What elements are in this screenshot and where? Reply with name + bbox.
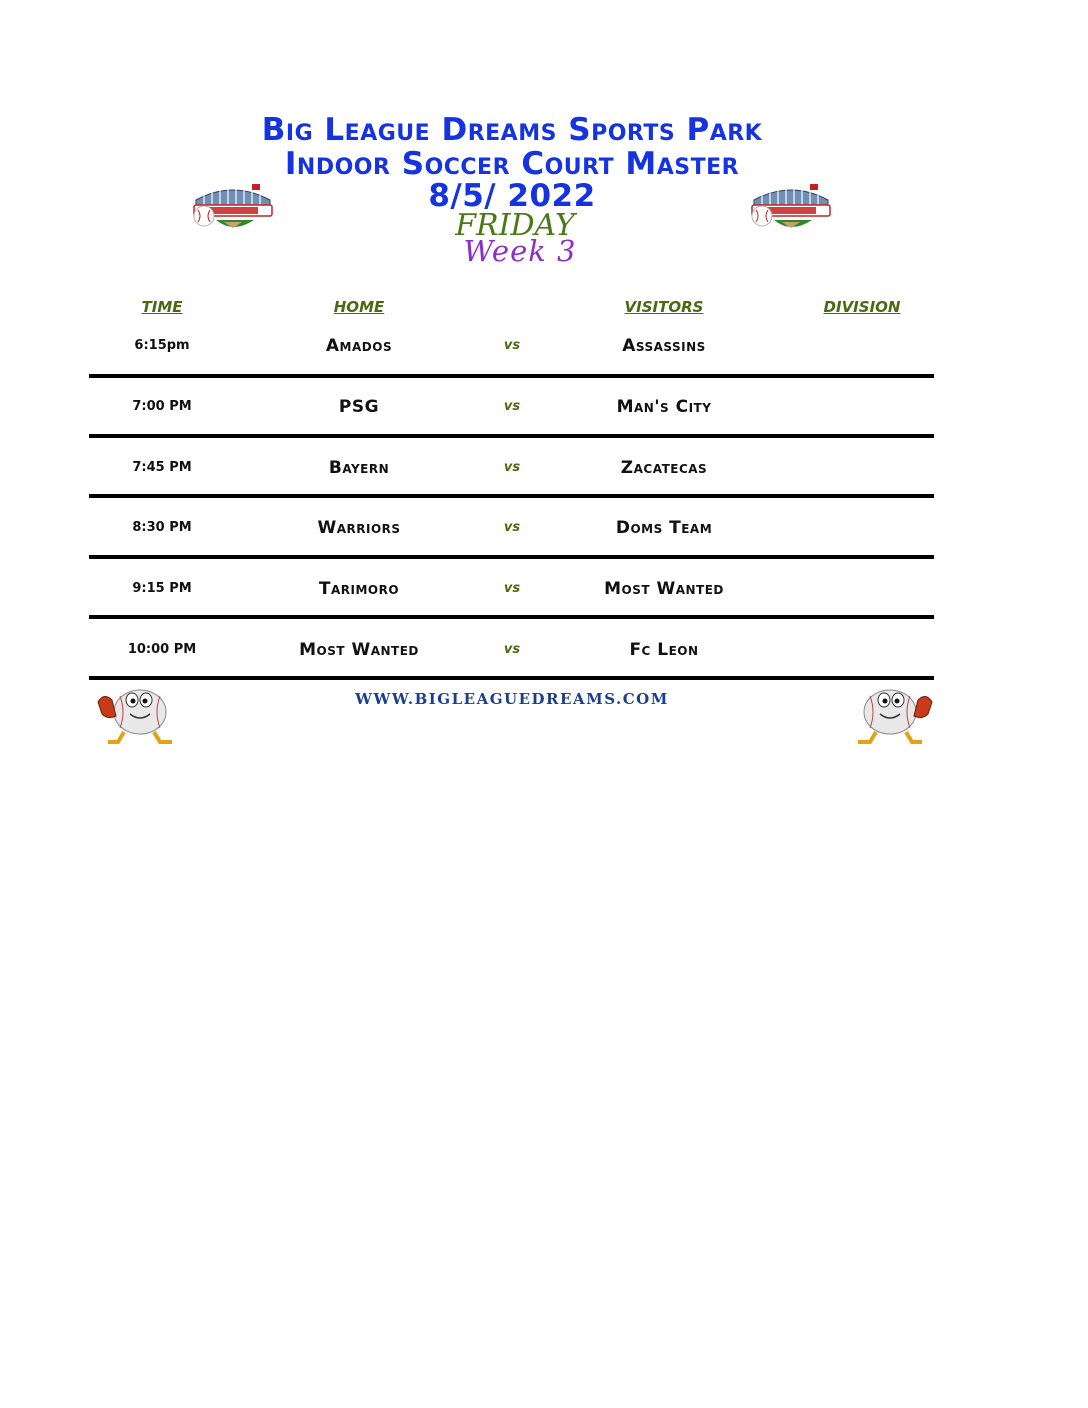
- visiting-team: Zacatecas: [620, 458, 708, 478]
- row-divider: [89, 374, 934, 378]
- row-divider: [89, 434, 934, 438]
- row-divider: [89, 494, 934, 498]
- game-time: 7:00 PM: [132, 399, 192, 414]
- big-league-dreams-logo-icon: [190, 182, 276, 234]
- big-league-dreams-logo-icon: [748, 182, 834, 234]
- row-divider: [89, 676, 934, 680]
- schedule-day: FRIDAY: [455, 208, 575, 243]
- baseball-mascot-icon: [840, 682, 940, 746]
- visiting-team: Man's City: [616, 397, 712, 417]
- game-time: 9:15 PM: [132, 581, 192, 596]
- row-divider: [89, 615, 934, 619]
- schedule-week: Week 3: [463, 234, 577, 268]
- versus-label: vs: [503, 399, 521, 414]
- versus-label: vs: [503, 581, 521, 596]
- home-team: Warriors: [317, 518, 401, 538]
- game-time: 7:45 PM: [132, 460, 192, 475]
- page-title: Big League Dreams Sports Park: [261, 112, 763, 148]
- visiting-team: Fc Leon: [629, 640, 699, 660]
- versus-label: vs: [503, 642, 521, 657]
- home-team: Tarimoro: [318, 579, 400, 599]
- versus-label: vs: [503, 338, 521, 353]
- versus-label: vs: [503, 520, 521, 535]
- column-header-visitors: VISITORS: [624, 298, 704, 316]
- home-team: Most Wanted: [299, 640, 419, 660]
- game-time: 10:00 PM: [127, 642, 197, 657]
- table-row: [0, 393, 1088, 453]
- home-team: Amados: [325, 336, 393, 356]
- page-subtitle: Indoor Soccer Court Master: [284, 146, 740, 182]
- column-header-time: TIME: [141, 298, 183, 316]
- table-row: [0, 575, 1088, 635]
- column-header-home: HOME: [333, 298, 385, 316]
- table-row: [0, 454, 1088, 514]
- game-time: 8:30 PM: [132, 520, 192, 535]
- visiting-team: Assassins: [622, 336, 706, 356]
- schedule-date: 8/5/ 2022: [428, 178, 596, 214]
- visiting-team: Doms Team: [615, 518, 713, 538]
- table-row: [0, 332, 1088, 392]
- table-row: [0, 514, 1088, 574]
- game-time: 6:15pm: [134, 338, 190, 353]
- home-team: PSG: [338, 397, 380, 417]
- website-link[interactable]: WWW.BIGLEAGUEDREAMS.COM: [355, 690, 669, 708]
- versus-label: vs: [503, 460, 521, 475]
- row-divider: [89, 555, 934, 559]
- visiting-team: Most Wanted: [604, 579, 724, 599]
- column-header-division: DIVISION: [823, 298, 901, 316]
- home-team: Bayern: [328, 458, 390, 478]
